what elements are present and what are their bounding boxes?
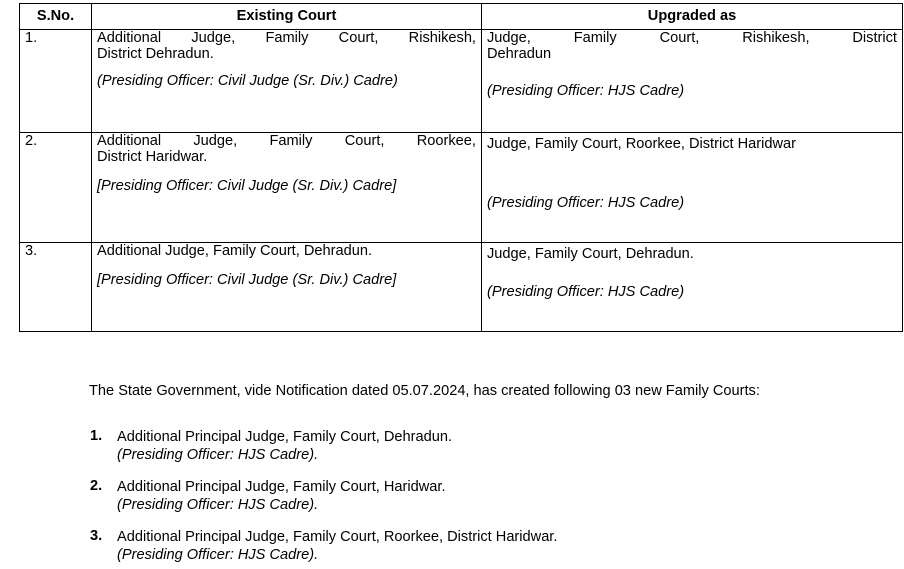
header-upgraded-as: Upgraded as (482, 4, 903, 30)
existing-court-name: Additional Judge, Family Court, Dehradun. (97, 243, 372, 259)
row-sno: 3. (20, 243, 92, 332)
upgraded-presiding-officer: (Presiding Officer: HJS Cadre) (487, 83, 685, 99)
list-item-number: 3. (90, 528, 103, 544)
existing-court-name-line2: District Haridwar. (97, 149, 208, 165)
existing-court-cell (92, 133, 482, 243)
upgraded-court-cell (482, 30, 903, 133)
word: Rishikesh, (408, 30, 476, 46)
row-sno: 2. (20, 133, 92, 243)
upgraded-presiding-officer: (Presiding Officer: HJS Cadre) (487, 195, 685, 211)
word: Rishikesh, (742, 30, 810, 46)
table-row (20, 133, 903, 243)
table-row (20, 30, 903, 133)
word: Roorkee, (416, 133, 476, 149)
list-item-officer: (Presiding Officer: HJS Cadre). (117, 447, 319, 463)
upgraded-court-name-line2: Dehradun (487, 46, 552, 62)
word: Judge, (487, 30, 531, 46)
notification-paragraph: The State Government, vide Notification dated 05.07.2024, has created following 03 new Family Courts: (89, 383, 760, 399)
table-row (20, 243, 903, 332)
existing-presiding-officer: (Presiding Officer: Civil Judge (Sr. Div.) Cadre) (97, 73, 398, 89)
existing-court-name-line1 (97, 133, 476, 149)
word: District (852, 30, 897, 46)
word: Additional (97, 133, 162, 149)
list-item-number: 1. (90, 428, 103, 444)
list-item-officer: (Presiding Officer: HJS Cadre). (117, 547, 319, 563)
courts-table (19, 3, 903, 332)
upgraded-court-name: Judge, Family Court, Dehradun. (487, 246, 694, 262)
word: Family (265, 30, 309, 46)
table-header-row (20, 4, 903, 30)
list-item-officer: (Presiding Officer: HJS Cadre). (117, 497, 319, 513)
upgraded-presiding-officer: (Presiding Officer: HJS Cadre) (487, 284, 685, 300)
list-item-number: 2. (90, 478, 103, 494)
upgraded-court-name: Judge, Family Court, Roorkee, District Haridwar (487, 136, 796, 152)
row-sno: 1. (20, 30, 92, 133)
word: Family (269, 133, 313, 149)
existing-court-name-line2: District Dehradun. (97, 46, 214, 62)
existing-court-cell (92, 30, 482, 133)
word: Judge, (191, 30, 236, 46)
word: Additional (97, 30, 162, 46)
list-item-court: Additional Principal Judge, Family Court, Dehradun. (117, 429, 453, 445)
word: Court, (344, 133, 385, 149)
existing-presiding-officer: [Presiding Officer: Civil Judge (Sr. Div.) Cadre] (97, 272, 397, 288)
upgraded-court-name-line1 (487, 30, 897, 46)
word: Court, (338, 30, 379, 46)
header-sno: S.No. (20, 4, 92, 30)
word: Court, (659, 30, 700, 46)
list-item-court: Additional Principal Judge, Family Court, Haridwar. (117, 479, 446, 495)
word: Judge, (193, 133, 238, 149)
word: Family (573, 30, 617, 46)
header-existing-court: Existing Court (92, 4, 482, 30)
existing-presiding-officer: [Presiding Officer: Civil Judge (Sr. Div.) Cadre] (97, 178, 397, 194)
upgraded-court-cell (482, 133, 903, 243)
upgraded-court-cell (482, 243, 903, 332)
list-item-court: Additional Principal Judge, Family Court, Roorkee, District Haridwar. (117, 529, 558, 545)
existing-court-name-line1 (97, 30, 476, 46)
existing-court-cell (92, 243, 482, 332)
